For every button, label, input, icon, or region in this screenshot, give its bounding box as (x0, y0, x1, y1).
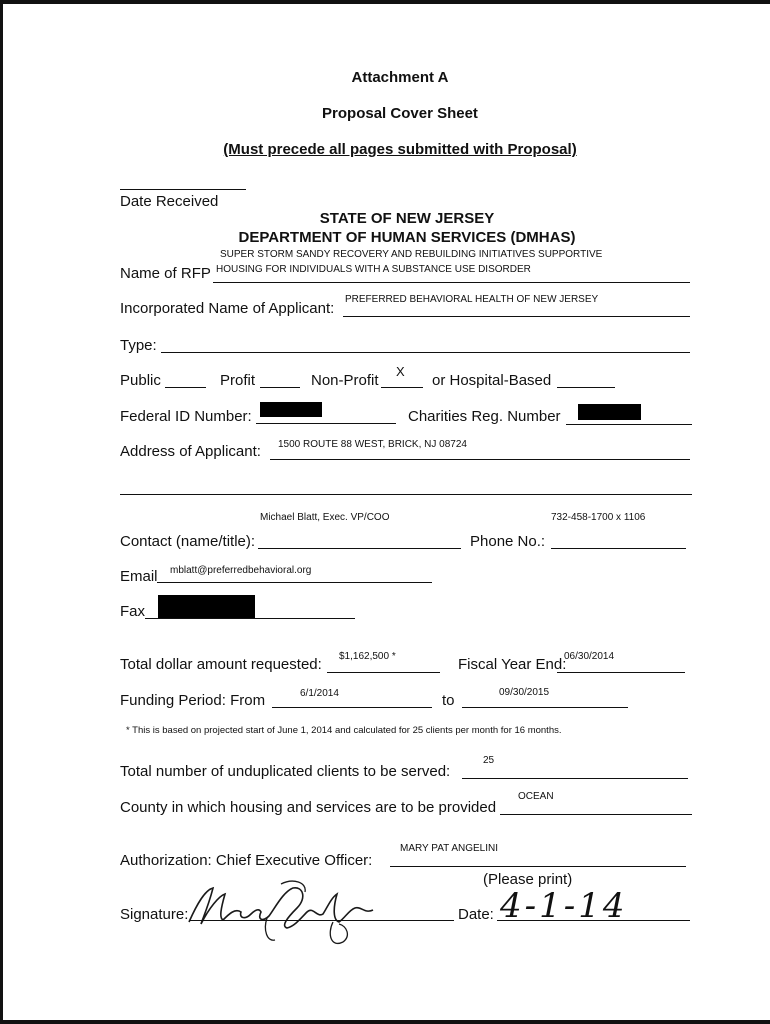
nonprofit-line (381, 387, 423, 388)
county-value: OCEAN (518, 791, 554, 802)
rfp-name-line2: HOUSING FOR INDIVIDUALS WITH A SUBSTANCE USE DISORDER (216, 264, 531, 275)
amount-line (327, 672, 440, 673)
federal-id-label: Federal ID Number: (120, 408, 252, 425)
type-line (161, 352, 690, 353)
date-label: Date: (458, 906, 494, 923)
type-label: Type: (120, 337, 157, 354)
applicant-value: PREFERRED BEHAVIORAL HEALTH OF NEW JERSEY (345, 294, 599, 305)
email-line (157, 582, 432, 583)
funding-to-line (462, 707, 628, 708)
rfp-line (213, 282, 690, 283)
phone-value: 732-458-1700 x 1106 (551, 512, 646, 523)
authorization-line (390, 866, 686, 867)
fiscal-year-label: Fiscal Year End: (458, 656, 567, 673)
signature-label: Signature: (120, 906, 189, 923)
rfp-name-line1: SUPER STORM SANDY RECOVERY AND REBUILDING INITIATIVES SUPPORTIVE (220, 249, 603, 260)
handwritten-signature (183, 878, 393, 950)
clients-line (462, 778, 688, 779)
signature-line (190, 920, 454, 921)
profit-label: Profit (220, 372, 256, 389)
date-received-label: Date Received (120, 193, 219, 210)
please-print-note: (Please print) (483, 871, 573, 888)
fax-label: Fax (120, 603, 146, 620)
address-value: 1500 ROUTE 88 WEST, BRICK, NJ 08724 (278, 439, 467, 450)
signature-date-value: 4-1-14 (500, 886, 628, 926)
funding-footnote: * This is based on projected start of June 1, 2014 and calculated for 25 clients per month for 16 months. (126, 725, 562, 736)
county-line (500, 814, 692, 815)
scan-border-left (0, 0, 3, 1024)
fax-line (145, 618, 355, 619)
profit-line (260, 387, 300, 388)
rfp-label: Name of RFP (120, 265, 211, 282)
charities-line (566, 424, 692, 425)
applicant-label: Incorporated Name of Applicant: (120, 300, 335, 317)
address-label: Address of Applicant: (120, 443, 261, 460)
contact-label: Contact (name/title): (120, 533, 256, 550)
nonprofit-label: Non-Profit (311, 372, 379, 389)
clients-value: 25 (483, 755, 495, 766)
fiscal-year-value: 06/30/2014 (564, 651, 615, 662)
funding-from-line (272, 707, 432, 708)
amount-value: $1,162,500 * (339, 651, 396, 662)
authorization-label: Authorization: Chief Executive Officer: (120, 852, 373, 869)
federal-id-redaction (260, 402, 322, 417)
phone-label: Phone No.: (470, 533, 546, 550)
fiscal-year-line (557, 672, 685, 673)
scan-border-bottom (0, 1020, 770, 1024)
email-value: mblatt@preferredbehavioral.org (170, 565, 312, 576)
public-label: Public (120, 372, 161, 389)
email-label: Email (120, 568, 158, 585)
federal-id-line (256, 423, 396, 424)
hospital-label: or Hospital-Based (432, 372, 552, 389)
nonprofit-checkmark: X (396, 364, 405, 379)
date-received-line (120, 189, 246, 190)
contact-value: Michael Blatt, Exec. VP/COO (260, 512, 390, 523)
hospital-line (557, 387, 615, 388)
ceo-name-value: MARY PAT ANGELINI (400, 843, 498, 854)
address-line (270, 459, 690, 460)
charities-redaction (578, 404, 641, 420)
address-line-2 (120, 494, 692, 495)
fax-redaction (158, 595, 255, 619)
contact-line (258, 548, 461, 549)
funding-to-value: 09/30/2015 (499, 687, 550, 698)
funding-from-value: 6/1/2014 (300, 688, 339, 699)
charities-label: Charities Reg. Number (408, 408, 561, 425)
applicant-line (343, 316, 690, 317)
funding-label: Funding Period: From (120, 692, 266, 709)
date-line (497, 920, 690, 921)
public-line (165, 387, 206, 388)
state-heading: STATE OF NEW JERSEY (319, 210, 495, 227)
clients-label: Total number of unduplicated clients to be served: (120, 763, 451, 780)
cover-sheet-title: Proposal Cover Sheet (322, 105, 478, 122)
scan-border-top (0, 0, 770, 4)
county-label: County in which housing and services are to be provided (120, 799, 497, 816)
amount-label: Total dollar amount requested: (120, 656, 322, 673)
precede-notice: (Must precede all pages submitted with Proposal) (223, 141, 577, 158)
attachment-title: Attachment A (351, 69, 449, 86)
phone-line (551, 548, 686, 549)
funding-to-label: to (442, 692, 455, 709)
department-heading: DEPARTMENT OF HUMAN SERVICES (DMHAS) (238, 229, 576, 246)
